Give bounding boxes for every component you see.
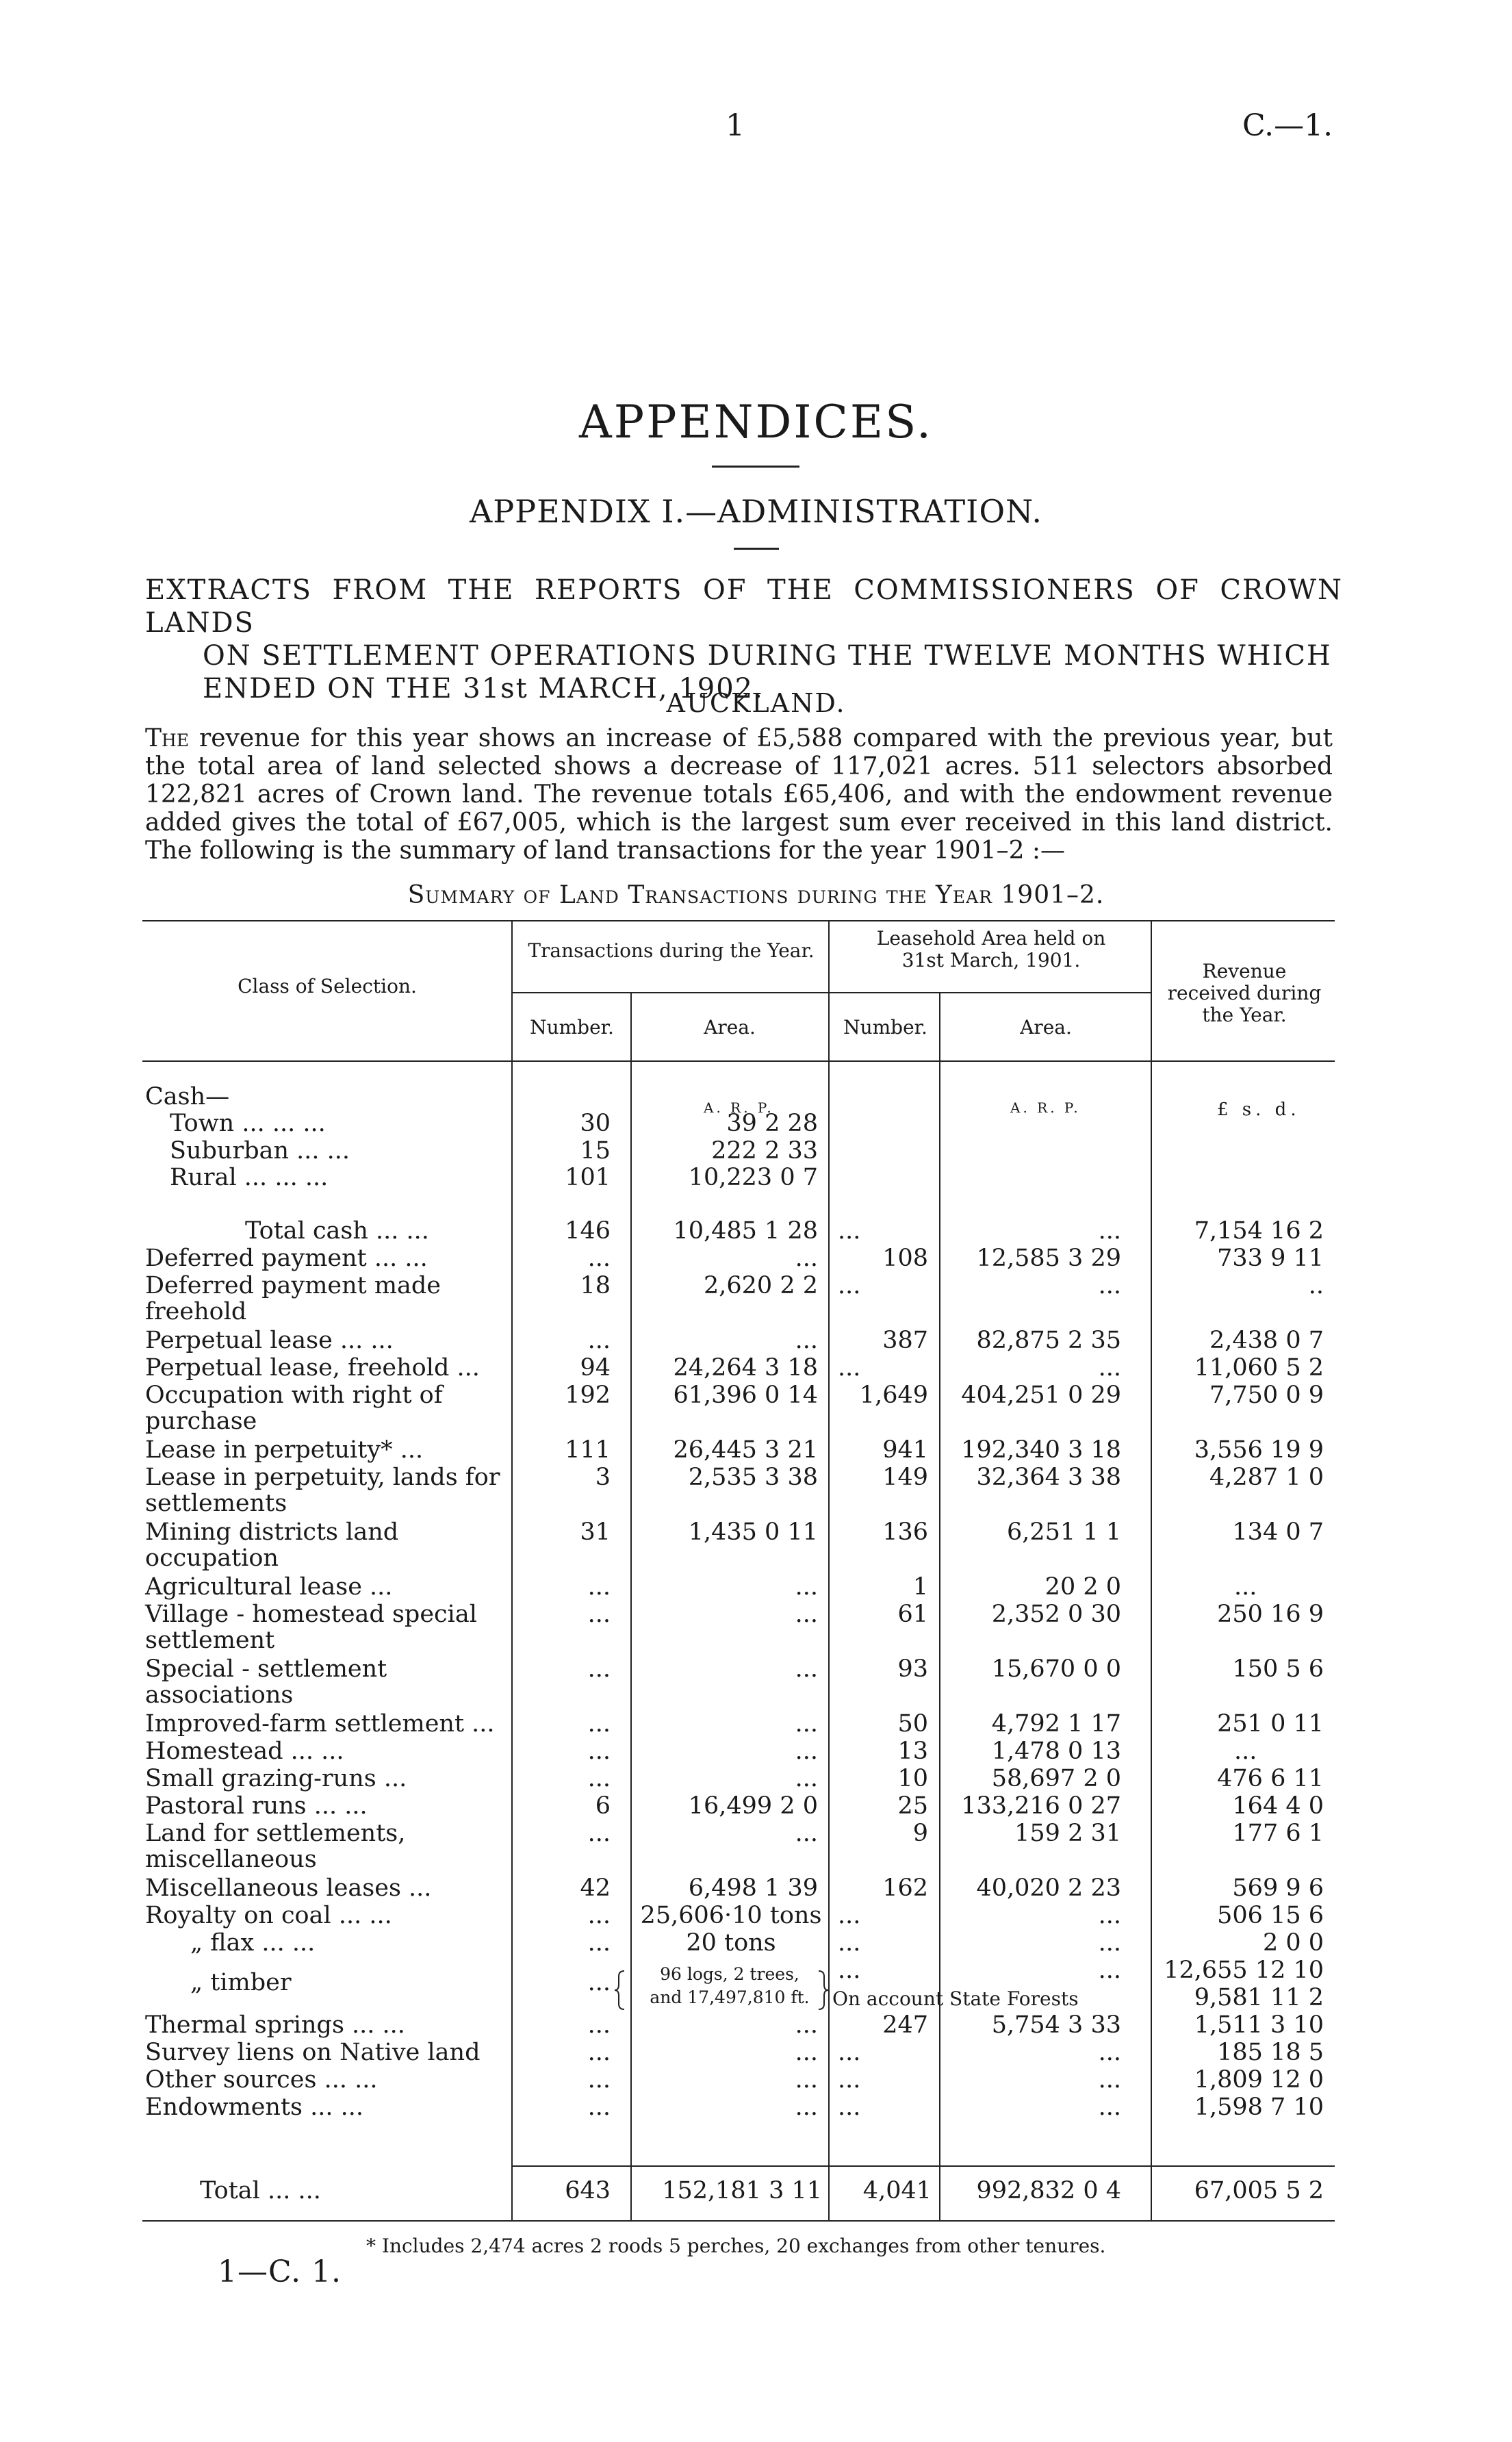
- cell-revenue: 476 6 11: [1217, 1765, 1324, 1792]
- cell-number-2: 1: [912, 1573, 928, 1601]
- extracts-line: EXTRACTS FROM THE REPORTS OF THE COMMISSIONERS OF CROWN LANDS: [145, 574, 1343, 639]
- row-label: Town ... ... ...: [170, 1110, 326, 1137]
- cell-area-1: ...: [795, 1327, 818, 1354]
- header-area-2: Area.: [1020, 1016, 1072, 1039]
- cell-area-1: and 17,497,810 ft.: [650, 1987, 810, 2007]
- header-leasehold: Leasehold Area held on 31st March, 1901.: [876, 927, 1106, 971]
- cell-number-2: ...: [838, 1902, 861, 1929]
- cell-revenue: 1,511 3 10: [1194, 2011, 1324, 2039]
- cell-number-1: ...: [587, 1710, 611, 1738]
- cell-area-1: 61,396 0 14: [673, 1382, 818, 1409]
- footnote: * Includes 2,474 acres 2 roods 5 perches, 20 exchanges from other tenures.: [366, 2235, 1106, 2257]
- cell-number-1: ...: [587, 1969, 611, 1996]
- cell-area-1: ...: [795, 1765, 818, 1792]
- cell-number-1: ...: [587, 2094, 611, 2121]
- header-transactions: Transactions during the Year.: [528, 939, 815, 962]
- cell-revenue: 569 9 6: [1232, 1874, 1324, 1902]
- summary-table: [142, 919, 1335, 2232]
- row-label: Lease in perpetuity, lands for settlements: [145, 1464, 500, 1517]
- cell-area-2: ...: [1098, 1902, 1121, 1929]
- row-label: Pastoral runs ... ...: [145, 1792, 368, 1820]
- header-number-2: Number.: [843, 1016, 927, 1039]
- cell-area-1: 96 logs, 2 trees,: [660, 1964, 799, 1984]
- cell-number-2: ...: [838, 2039, 861, 2066]
- cell-number-2: ...: [838, 1929, 861, 1957]
- cell-number-1: ...: [587, 1820, 611, 1847]
- cell-revenue: 7,154 16 2: [1194, 1217, 1324, 1245]
- cell-area-2: On account State Forests: [832, 1987, 1079, 2010]
- cell-area-2: 1,478 0 13: [991, 1738, 1121, 1765]
- cell-revenue: 67,005 5 2: [1194, 2177, 1324, 2204]
- cell-area-1: ...: [795, 2011, 818, 2039]
- cell-revenue: 2 0 0: [1262, 1929, 1324, 1957]
- cell-number-1: 42: [580, 1874, 611, 1902]
- cell-area-1: ...: [795, 1601, 818, 1628]
- cell-area-2: ...: [1098, 1957, 1121, 1984]
- paragraph-lead: The: [145, 724, 190, 752]
- cell-number-2: ...: [838, 1354, 861, 1382]
- cell-number-1: ...: [587, 1601, 611, 1628]
- cell-revenue: 150 5 6: [1232, 1655, 1324, 1683]
- cell-number-2: 1,649: [859, 1382, 928, 1409]
- row-label: Total cash ... ...: [245, 1217, 429, 1245]
- cell-number-2: 93: [897, 1655, 928, 1683]
- cell-area-2: ...: [1098, 2094, 1121, 2121]
- cell-number-1: 3: [595, 1464, 611, 1491]
- cell-area-1: 6,498 1 39: [688, 1874, 818, 1902]
- cell-area-2: ...: [1098, 1929, 1121, 1957]
- cell-area-1: ...: [795, 1655, 818, 1683]
- cell-area-2: 992,832 0 4: [976, 2177, 1121, 2204]
- cell-area-1: 24,264 3 18: [673, 1354, 818, 1382]
- row-label: Deferred payment made freehold: [145, 1272, 441, 1325]
- cell-number-1: 15: [580, 1137, 611, 1165]
- cell-area-1: 16,499 2 0: [688, 1792, 818, 1820]
- cell-area-1: 2,620 2 2: [704, 1272, 818, 1299]
- cell-area-2: 133,216 0 27: [961, 1792, 1121, 1820]
- cell-revenue: 9,581 11 2: [1194, 1984, 1324, 2011]
- cell-number-2: ...: [838, 2066, 861, 2094]
- document-code: C.—1.: [1242, 108, 1333, 143]
- cell-area-2: 32,364 3 38: [976, 1464, 1121, 1491]
- cell-revenue: 3,556 19 9: [1194, 1436, 1324, 1464]
- row-label: Cash—: [145, 1083, 230, 1110]
- cell-number-2: 61: [897, 1601, 928, 1628]
- cell-number-1: 146: [565, 1217, 611, 1245]
- cell-number-2: 13: [897, 1738, 928, 1765]
- cell-area-2: ...: [1098, 2039, 1121, 2066]
- cell-area-2: 2,352 0 30: [991, 1601, 1121, 1628]
- cell-revenue: 1,598 7 10: [1194, 2094, 1324, 2121]
- cell-revenue: 11,060 5 2: [1194, 1354, 1324, 1382]
- row-label: Endowments ... ...: [145, 2094, 363, 2121]
- unit-area-1: A. R. P.: [704, 1099, 774, 1116]
- cell-area-1: ...: [795, 1820, 818, 1847]
- cell-number-2: 136: [882, 1518, 928, 1546]
- cell-area-1: ...: [795, 1245, 818, 1272]
- subtitle-rule: [734, 548, 779, 550]
- cell-revenue: 1,809 12 0: [1194, 2066, 1324, 2094]
- cell-number-1: ...: [587, 1738, 611, 1765]
- cell-area-1: ...: [795, 1738, 818, 1765]
- row-label: Land for settlements, miscellaneous: [145, 1820, 406, 1873]
- paragraph-text: revenue for this year shows an increase of £5,588 compared with the previous year, but the total area of land selected shows a decrease of 117,021 acres. 511 selectors absorbed 122,821 acres of Crown land. The revenue totals £65,406, and with the endowment revenue added gives the total of £67,005, which is the largest sum ever received in this land district. The following is the summary of land transactions for the year 1901–2 :—: [145, 724, 1333, 865]
- cell-area-2: 12,585 3 29: [976, 1245, 1121, 1272]
- signature-mark: 1—C. 1.: [218, 2254, 342, 2289]
- cell-area-2: 404,251 0 29: [961, 1382, 1121, 1409]
- cell-number-2: 387: [882, 1327, 928, 1354]
- cell-area-2: ...: [1098, 2066, 1121, 2094]
- cell-number-2: ...: [838, 1272, 861, 1299]
- cell-area-2: 58,697 2 0: [991, 1765, 1121, 1792]
- row-label: Homestead ... ...: [145, 1738, 344, 1765]
- row-label: Improved-farm settlement ...: [145, 1710, 495, 1738]
- cell-revenue: 733 9 11: [1217, 1245, 1324, 1272]
- page-number: 1: [726, 108, 745, 143]
- cell-area-1: 25,606·10 tons: [640, 1902, 822, 1929]
- cell-area-2: ...: [1098, 1272, 1121, 1299]
- cell-number-2: 108: [882, 1245, 928, 1272]
- cell-number-1: 101: [565, 1164, 611, 1191]
- cell-number-2: 247: [882, 2011, 928, 2039]
- cell-area-1: ...: [795, 2039, 818, 2066]
- cell-number-1: 6: [595, 1792, 611, 1820]
- cell-number-1: ...: [587, 1929, 611, 1957]
- header-revenue: Revenue received during the Year.: [1167, 960, 1322, 1026]
- cell-revenue: ...: [1234, 1738, 1257, 1765]
- header-area-1: Area.: [704, 1016, 756, 1039]
- row-label: Other sources ... ...: [145, 2066, 378, 2094]
- cell-number-2: 50: [897, 1710, 928, 1738]
- intro-paragraph: [145, 724, 1333, 865]
- row-label: Deferred payment ... ...: [145, 1245, 428, 1272]
- cell-area-1: 10,485 1 28: [673, 1217, 818, 1245]
- cell-area-2: 5,754 3 33: [991, 2011, 1121, 2039]
- cell-area-1: 1,435 0 11: [688, 1518, 818, 1546]
- cell-area-1: 20 tons: [686, 1929, 776, 1957]
- row-label: Agricultural lease ...: [145, 1573, 393, 1601]
- cell-revenue: 12,655 12 10: [1164, 1957, 1324, 1984]
- row-label: „ timber: [190, 1969, 292, 1996]
- extracts-line: ENDED ON THE 31st MARCH, 1902.: [203, 673, 764, 704]
- cell-area-2: 20 2 0: [1045, 1573, 1121, 1601]
- cell-number-1: 111: [565, 1436, 611, 1464]
- cell-area-1: 39 2 28: [726, 1110, 818, 1137]
- row-label: Perpetual lease, freehold ...: [145, 1354, 480, 1382]
- row-label: Mining districts land occupation: [145, 1518, 399, 1572]
- cell-revenue: 185 18 5: [1217, 2039, 1324, 2066]
- cell-number-2: 4,041: [862, 2177, 932, 2204]
- cell-number-1: 643: [565, 2177, 611, 2204]
- row-label: Thermal springs ... ...: [145, 2011, 405, 2039]
- cell-area-2: 15,670 0 0: [991, 1655, 1121, 1683]
- row-label: Total ... ...: [200, 2177, 321, 2204]
- cell-number-2: 162: [882, 1874, 928, 1902]
- table-title: Summary of Land Transactions during the Year 1901–2.: [407, 881, 1105, 909]
- cell-area-2: 82,875 2 35: [976, 1327, 1121, 1354]
- cell-number-1: ...: [587, 1245, 611, 1272]
- row-label: Miscellaneous leases ...: [145, 1874, 432, 1902]
- cell-number-1: ...: [587, 1573, 611, 1601]
- title-rule: [712, 466, 799, 468]
- cell-area-2: 159 2 31: [1014, 1820, 1121, 1847]
- header-number-1: Number.: [530, 1016, 614, 1039]
- cell-number-1: ...: [587, 2011, 611, 2039]
- cell-number-1: ...: [587, 2039, 611, 2066]
- cell-area-1: ...: [795, 1710, 818, 1738]
- page-title: APPENDICES.: [579, 396, 933, 448]
- cell-area-2: 192,340 3 18: [961, 1436, 1121, 1464]
- cell-number-2: ...: [838, 1217, 861, 1245]
- row-label: Rural ... ... ...: [170, 1164, 329, 1191]
- cell-area-1: ...: [795, 1573, 818, 1601]
- page-subtitle: APPENDIX I.—ADMINISTRATION.: [470, 493, 1042, 530]
- cell-number-1: 192: [565, 1382, 611, 1409]
- cell-number-1: ...: [587, 1655, 611, 1683]
- cell-area-2: ...: [1098, 1217, 1121, 1245]
- row-label: Survey liens on Native land: [145, 2039, 480, 2066]
- cell-revenue: 251 0 11: [1217, 1710, 1324, 1738]
- cell-number-2: 149: [882, 1464, 928, 1491]
- cell-number-2: 10: [897, 1765, 928, 1792]
- cell-number-1: 18: [580, 1272, 611, 1299]
- cell-number-2: 25: [897, 1792, 928, 1820]
- cell-number-2: ...: [838, 1957, 861, 1984]
- cell-number-1: ...: [587, 1327, 611, 1354]
- cell-revenue: 7,750 0 9: [1209, 1382, 1324, 1409]
- cell-number-1: ...: [587, 2066, 611, 2094]
- cell-area-2: 4,792 1 17: [991, 1710, 1121, 1738]
- cell-revenue: 4,287 1 0: [1209, 1464, 1324, 1491]
- row-label: Lease in perpetuity* ...: [145, 1436, 424, 1464]
- row-label: Royalty on coal ... ...: [145, 1902, 392, 1929]
- cell-revenue: 2,438 0 7: [1209, 1327, 1324, 1354]
- cell-area-1: 26,445 3 21: [673, 1436, 818, 1464]
- row-label: Perpetual lease ... ...: [145, 1327, 394, 1354]
- cell-area-1: ...: [795, 2094, 818, 2121]
- district-heading: AUCKLAND.: [666, 688, 846, 718]
- extracts-line: ON SETTLEMENT OPERATIONS DURING THE TWELVE MONTHS WHICH: [203, 640, 1332, 672]
- cell-revenue: 164 4 0: [1232, 1792, 1324, 1820]
- cell-number-1: 30: [580, 1110, 611, 1137]
- cell-area-2: ...: [1098, 1354, 1121, 1382]
- cell-revenue: ..: [1308, 1272, 1324, 1299]
- row-label: Occupation with right of purchase: [145, 1382, 443, 1435]
- unit-area-2: A. R. P.: [1010, 1099, 1081, 1116]
- row-label: „ flax ... ...: [190, 1929, 316, 1957]
- cell-number-1: ...: [587, 1902, 611, 1929]
- row-label: Village - homestead special settlement: [145, 1601, 477, 1654]
- cell-number-1: 31: [580, 1518, 611, 1546]
- row-label: Special - settlement associations: [145, 1655, 387, 1709]
- cell-area-1: 10,223 0 7: [688, 1164, 818, 1191]
- cell-revenue: 177 6 1: [1232, 1820, 1324, 1847]
- cell-revenue: ...: [1234, 1573, 1257, 1601]
- row-label: Suburban ... ...: [170, 1137, 350, 1165]
- unit-revenue: £ s. d.: [1217, 1099, 1300, 1120]
- cell-area-1: 152,181 3 11: [662, 2177, 822, 2204]
- header-class: Class of Selection.: [238, 975, 417, 997]
- cell-number-1: 94: [580, 1354, 611, 1382]
- cell-area-1: 2,535 3 38: [688, 1464, 818, 1491]
- cell-number-2: ...: [838, 2094, 861, 2121]
- row-label: Small grazing-runs ...: [145, 1765, 407, 1792]
- extracts-heading: [145, 574, 1343, 705]
- cell-area-1: 222 2 33: [711, 1137, 818, 1165]
- cell-area-1: ...: [795, 2066, 818, 2094]
- cell-number-2: 941: [882, 1436, 928, 1464]
- cell-number-1: ...: [587, 1765, 611, 1792]
- cell-number-2: 9: [912, 1820, 928, 1847]
- cell-revenue: 134 0 7: [1232, 1518, 1324, 1546]
- cell-revenue: 250 16 9: [1217, 1601, 1324, 1628]
- cell-area-2: 6,251 1 1: [1007, 1518, 1121, 1546]
- cell-revenue: 506 15 6: [1217, 1902, 1324, 1929]
- cell-area-2: 40,020 2 23: [976, 1874, 1121, 1902]
